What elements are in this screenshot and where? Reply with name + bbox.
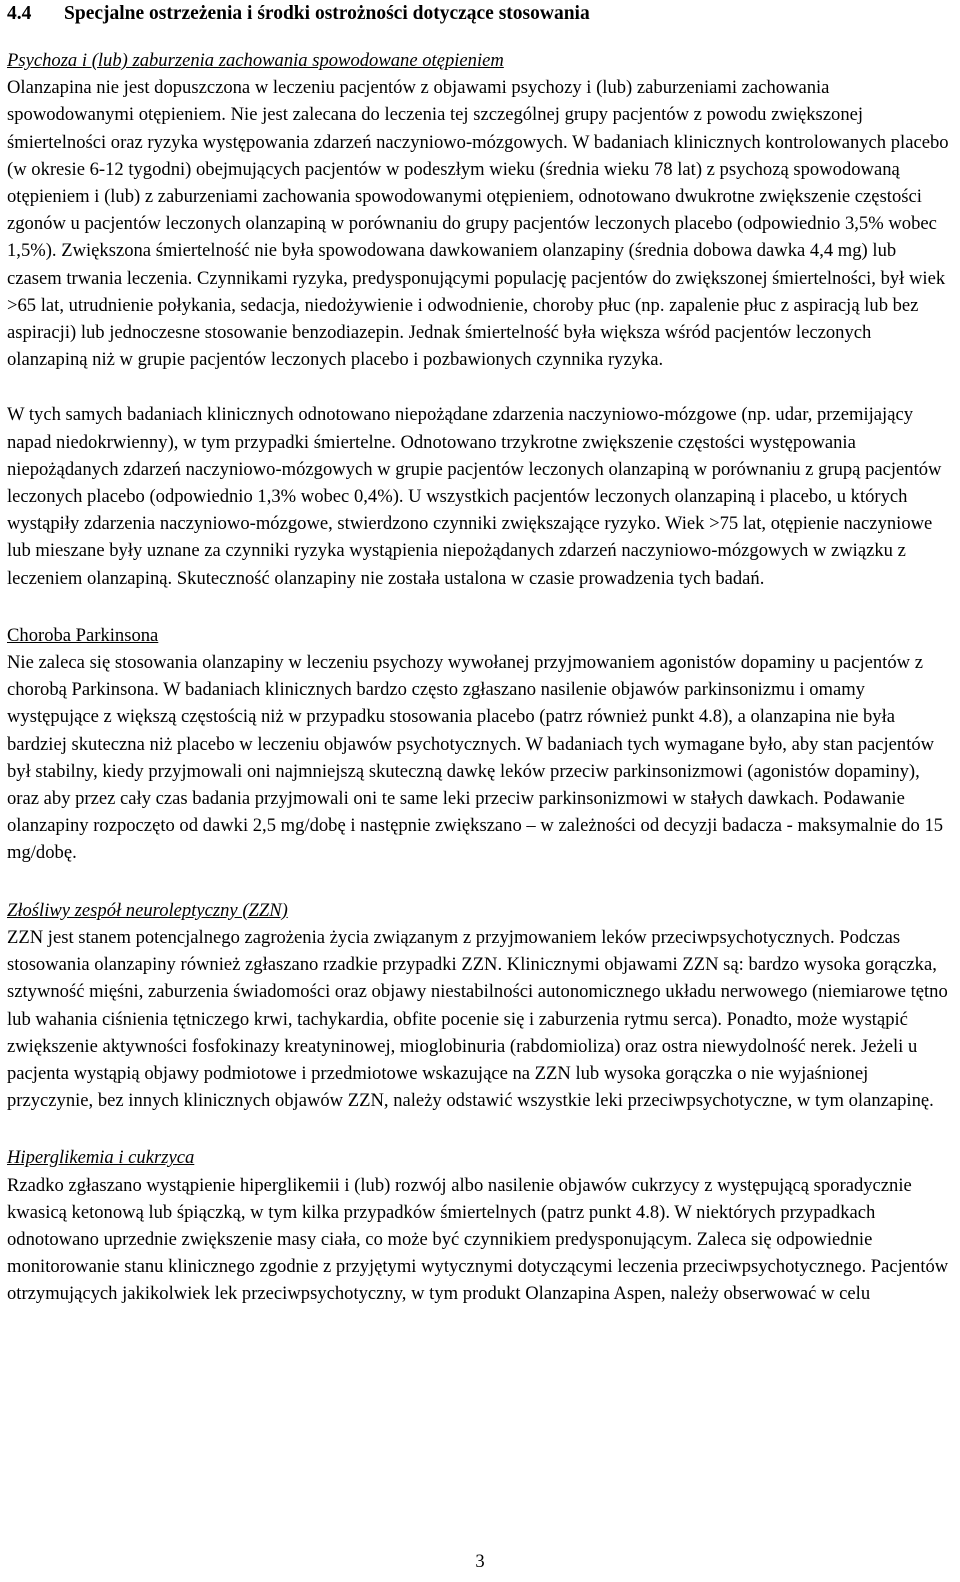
- section-number: 4.4: [7, 3, 32, 24]
- document-page: [7, 0, 953, 1308]
- nms-section: [7, 897, 953, 1115]
- nms-paragraph: ZZN jest stanem potencjalnego zagrożenia życia związanym z przyjmowaniem leków przeciwpsychotycznych. Podczas stosowania olanzapiny również zgłaszano rzadkie przypadki ZZN. Klinicznymi objawami ZZN są: bardzo wysoka gorączka, sztywność mięśni, zaburzenia świadomości oraz objawy niestabilności autonomicznego układu nerwowego (niemiarowe tętno lub wahania ciśnienia tętniczego krwi, tachykardia, obfite pocenie się i zaburzenia rytmu serca). Ponadto, może wystąpić zwiększenie aktywności fosfokinazy kreatyninowej, mioglobinuria (rabdomioliza) oraz ostra niewydolność nerek. Jeżeli u pacjenta wystąpią objawy podmiotowe i przedmiotowe wskazujące na ZZN lub wysoka gorączka o nie wyjaśnionej przyczynie, bez innych klinicznych objawów ZZN, należy odstawić wszystkie leki przeciwpsychotyczne, w tym olanzapinę.: [7, 926, 948, 1112]
- hyperglycemia-paragraph: Rzadko zgłaszano wystąpienie hiperglikemii i (lub) rozwój albo nasilenie objawów cukrzycy z występującą sporadycznie kwasicą ketonową lub śpiączką, w tym kilka przypadków śmiertelnych (patrz punkt 4.8). W niektórych przypadkach odnotowano uprzednie zwiększenie masy ciała, co może być czynnikiem predysponującym. Zaleca się odpowiednie monitorowanie stanu klinicznego zgodnie z przyjętymi wytycznymi dotyczącymi leczenia przeciwpsychotycznego. Pacjentów otrzymujących jakikolwiek lek przeciwpsychotyczny, w tym produkt Olanzapina Aspen, należy obserwować w celu: [7, 1174, 949, 1305]
- hyperglycemia-heading: Hiperglikemia i cukrzyca: [7, 1147, 195, 1169]
- section-heading: [7, 1, 953, 27]
- parkinson-heading: Choroba Parkinsona: [7, 624, 159, 646]
- parkinson-section: [7, 622, 953, 867]
- nms-heading: Złośliwy zespół neuroleptyczny (ZZN): [7, 899, 288, 921]
- psychosis-paragraph-2: W tych samych badaniach klinicznych odnotowano niepożądane zdarzenia naczyniowo-mózgowe (np. udar, przemijający napad niedokrwienny), w tym przypadki śmiertelne. Odnotowano trzykrotne zwiększenie częstości występowania niepożądanych zdarzeń naczyniowo-mózgowych w grupie pacjentów leczonych olanzapiną w porównaniu z grupą pacjentów leczonych placebo (odpowiednio 1,3% wobec 0,4%). U wszystkich pacjentów leczonych olanzapiną i placebo, u których wystąpiły zdarzenia naczyniowo-mózgowe, stwierdzono czynniki zwiększające ryzyko. Wiek >75 lat, otępienie naczyniowe lub mieszane były uznane za czynniki ryzyka wystąpienia niepożądanych zdarzeń naczyniowo-mózgowych w związku z leczeniem olanzapiną. Skuteczność olanzapiny nie została ustalona w czasie prowadzenia tych badań.: [7, 404, 942, 589]
- page-number: 3: [475, 1551, 485, 1572]
- hyperglycemia-section: [7, 1144, 953, 1307]
- psychosis-section: [7, 47, 953, 592]
- psychosis-paragraph-1: Olanzapina nie jest dopuszczona w leczeniu pacjentów z objawami psychozy i (lub) zaburzeniami zachowania spowodowanymi otępieniem. Nie jest zalecana do leczenia tej szczególnej grupy pacjentów z powodu zwiększonej śmiertelności oraz ryzyka występowania zdarzeń naczyniowo-mózgowych. W badaniach klinicznych kontrolowanych placebo (w okresie 6-12 tygodni) obejmujących pacjentów w podeszłym wieku (średnia wieku 78 lat) z psychozą spowodowaną otępieniem i (lub) z zaburzeniami zachowania spowodowanymi otępieniem, odnotowano dwukrotne zwiększenie częstości zgonów u pacjentów leczonych olanzapiną w porównaniu do grupy pacjentów leczonych placebo (odpowiednio 3,5% wobec 1,5%). Zwiększona śmiertelność nie była spowodowana dawkowaniem olanzapiny (średnia dobowa dawka 4,4 mg) lub czasem trwania leczenia. Czynnikami ryzyka, predysponującymi populację pacjentów do zwiększonej śmiertelności, był wiek >65 lat, utrudnienie połykania, sedacja, niedożywienie i odwodnienie, choroby płuc (np. zapalenie płuc z aspiracją lub bez aspiracji) lub jednoczesne stosowanie benzodiazepin. Jednak śmiertelność była większa wśród pacjentów leczonych olanzapiną niż w grupie pacjentów leczonych placebo i pozbawionych czynnika ryzyka.: [7, 77, 949, 371]
- psychosis-heading: Psychoza i (lub) zaburzenia zachowania spowodowane otępieniem: [7, 50, 504, 71]
- parkinson-paragraph: Nie zaleca się stosowania olanzapiny w leczeniu psychozy wywołanej przyjmowaniem agonistów dopaminy u pacjentów z chorobą Parkinsona. W badaniach klinicznych bardzo często zgłaszano nasilenie objawów parkinsonizmu i omamy występujące z większą częstością niż w przypadku stosowania placebo (patrz również punkt 4.8), a olanzapina nie była bardziej skuteczna niż placebo w leczeniu objawów psychotycznych. W badaniach tych wymagane było, aby stan pacjentów był stabilny, kiedy przyjmowali oni najmniejszą skuteczną dawkę leków przeciw parkinsonizmowi (agonistów dopaminy), oraz aby przez cały czas badania przyjmowali oni te same leki przeciw parkinsonizmowi w stałych dawkach. Podawanie olanzapiny rozpoczęto od dawki 2,5 mg/dobę i następnie zwiększano – w zależności od decyzji badacza - maksymalnie do 15 mg/dobę.: [7, 652, 944, 864]
- section-title: Specjalne ostrzeżenia i środki ostrożności dotyczące stosowania: [64, 3, 590, 24]
